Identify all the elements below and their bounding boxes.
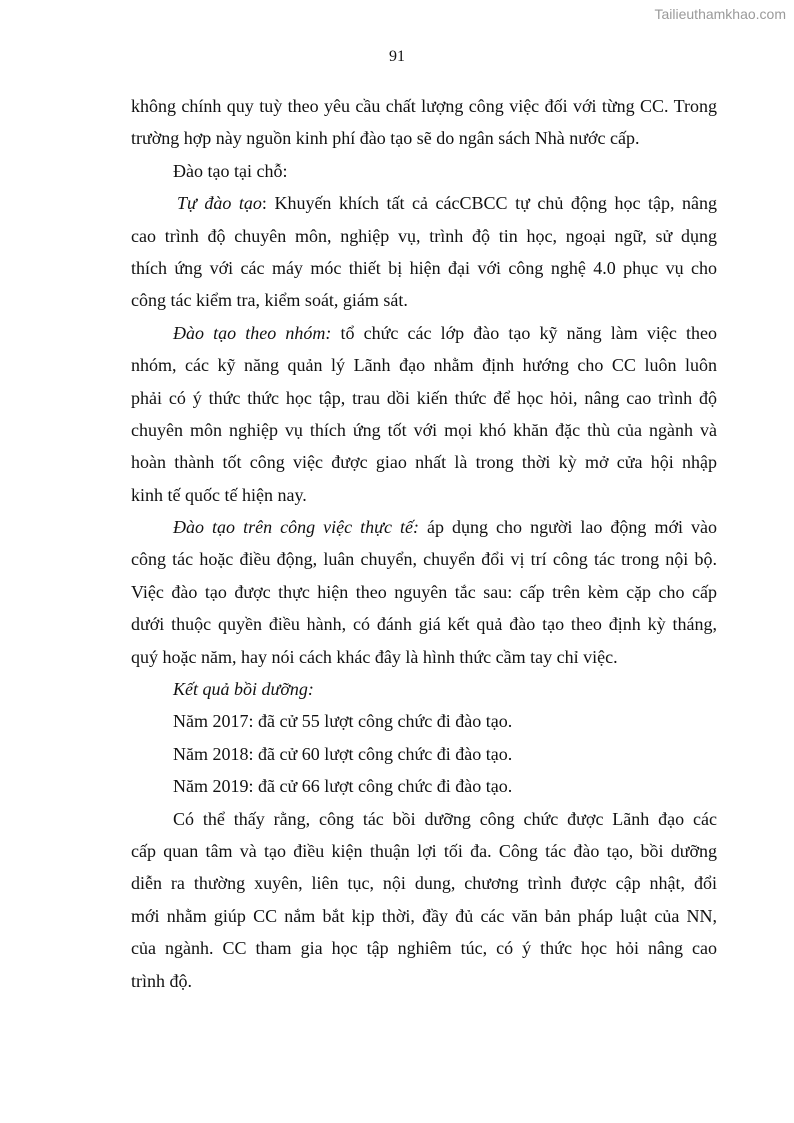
italic-term: Tự đào tạo: [177, 193, 262, 214]
text-line: công tác kiểm tra, kiểm soát, giám sát.: [131, 290, 408, 311]
text-line: mới nhằm giúp CC nắm bắt kịp thời, đầy đủ các văn bản pháp luật của NN,: [131, 905, 717, 926]
text-line: dưới thuộc quyền điều hành, có đánh giá kết quả đào tạo theo định kỳ tháng,: [131, 614, 717, 635]
page-number: 91: [389, 48, 405, 65]
document-body: [131, 90, 717, 997]
text-line: hoàn thành tốt công việc được giao nhất là trong thời kỳ mở cửa hội nhập: [131, 452, 717, 473]
text-line: quý hoặc năm, hay nói cách khác đây là hình thức cầm tay chỉ việc.: [131, 646, 618, 667]
text-line: kinh tế quốc tế hiện nay.: [131, 484, 307, 505]
result-line: Năm 2019: đã cử 66 lượt công chức đi đào tạo.: [173, 776, 513, 797]
text-line: cấp quan tâm và tạo điều kiện thuận lợi tối đa. Công tác đào tạo, bồi dưỡng: [131, 840, 717, 861]
section-heading: Đào tạo tại chỗ:: [173, 160, 288, 181]
text-line: trường hợp này nguồn kinh phí đào tạo sẽ do ngân sách Nhà nước cấp.: [131, 128, 640, 149]
text-line: thích ứng với các máy móc thiết bị hiện đại với công nghệ 4.0 phục vụ cho: [131, 257, 717, 278]
text-line: Đào tạo theo nhóm: tổ chức các lớp đào tạo kỹ năng làm việc theo: [173, 322, 718, 343]
text-line: nhóm, các kỹ năng quản lý Lãnh đạo nhằm định hướng cho CC luôn luôn: [131, 355, 717, 376]
text-line: Tự đào tạo: Khuyến khích tất cả cácCBCC tự chủ động học tập, nâng: [177, 193, 717, 214]
text-line: cao trình độ chuyên môn, nghiệp vụ, trình độ tin học, ngoại ngữ, sử dụng: [131, 225, 717, 246]
result-line: Năm 2018: đã cử 60 lượt công chức đi đào tạo.: [173, 743, 513, 764]
text-line: phải có ý thức thức học tập, trau dồi kiến thức để học hỏi, nâng cao trình độ: [131, 387, 717, 408]
text-line: diễn ra thường xuyên, liên tục, nội dung, chương trình được cập nhật, đổi: [131, 873, 717, 894]
text-line: không chính quy tuỳ theo yêu cầu chất lượng công việc đối với từng CC. Trong: [131, 96, 717, 116]
text-line: chuyên môn nghiệp vụ thích ứng tốt với mọi khó khăn đặc thù của ngành và: [131, 419, 717, 440]
italic-term: Đào tạo theo nhóm:: [173, 322, 332, 343]
text-line: công tác hoặc điều động, luân chuyển, chuyển đổi vị trí công tác trong nội bộ.: [131, 549, 717, 570]
italic-term: Đào tạo trên công việc thực tế:: [173, 517, 419, 538]
text-line: [131, 673, 717, 705]
italic-heading: Kết quả bồi dưỡng:: [173, 679, 314, 700]
text-line: Có thể thấy rằng, công tác bồi dưỡng công chức được Lãnh đạo các: [173, 808, 717, 829]
text-line: Đào tạo trên công việc thực tế: áp dụng cho người lao động mới vào: [173, 517, 717, 538]
result-line: Năm 2017: đã cử 55 lượt công chức đi đào tạo.: [173, 711, 513, 732]
text-line: của ngành. CC tham gia học tập nghiêm túc, có ý thức học hỏi nâng cao: [131, 938, 717, 959]
text-line: trình độ.: [131, 970, 192, 991]
watermark: Tailieuthamkhao.com: [654, 6, 786, 22]
text-line: Việc đào tạo được thực hiện theo nguyên tắc sau: cấp trên kèm cặp cho cấp: [131, 581, 717, 602]
